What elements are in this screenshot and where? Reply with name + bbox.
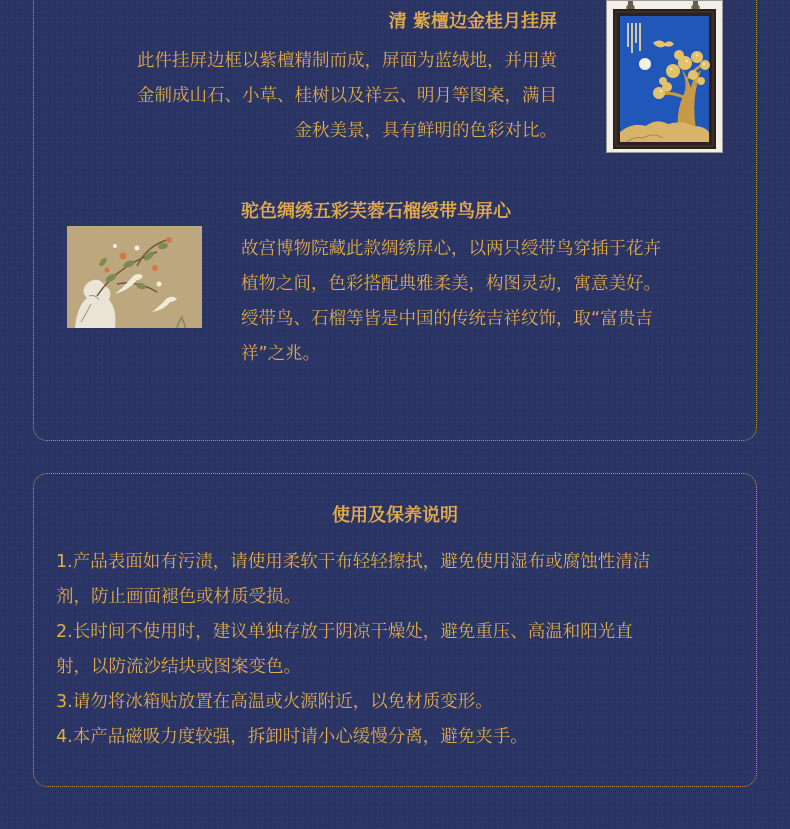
item-description-hanging-screen: [137, 44, 557, 149]
hanging-screen-illustration: [607, 1, 722, 152]
care-item-line: 4.本产品磁吸力度较强，拆卸时请小心缓慢分离，避免夹手。: [56, 727, 528, 747]
care-item-line: 3.请勿将冰箱贴放置在高温或火源附近，以免材质变形。: [56, 692, 493, 712]
item-description-embroidered-screen: [241, 232, 661, 372]
item-title-embroidered-screen: 驼色绸绣五彩芙蓉石榴绶带鸟屏心: [241, 201, 511, 222]
care-item-line: 射，以防流沙结块或图案变色。: [56, 657, 301, 677]
description-line: 此件挂屏边框以紫檀精制而成，屏面为蓝绒地，并用黄: [137, 51, 557, 71]
description-line: 祥”之兆。: [241, 344, 321, 364]
item-title-hanging-screen: 清 紫檀边金桂月挂屏: [388, 11, 557, 32]
care-instructions-list: [56, 545, 746, 755]
description-line: 金秋美景，具有鲜明的色彩对比。: [294, 121, 557, 141]
description-line: 植物之间，色彩搭配典雅柔美，构图灵动，寓意美好。: [241, 274, 661, 294]
hanging-screen-image: [606, 0, 723, 153]
care-item: [56, 545, 746, 615]
care-item-line: 剂，防止画面褪色或材质受损。: [56, 587, 301, 607]
care-item-line: 2.长时间不使用时，建议单独存放于阴凉干燥处，避免重压、高温和阳光直: [56, 622, 633, 642]
description-line: 故宫博物院藏此款绸绣屏心，以两只绶带鸟穿插于花卉: [241, 239, 661, 259]
description-line: 金制成山石、小草、桂树以及祥云、明月等图案，满目: [137, 86, 557, 106]
description-line: 绶带鸟、石榴等皆是中国的传统吉祥纹饰，取“富贵吉: [241, 309, 653, 329]
care-item-line: 1.产品表面如有污渍，请使用柔软干布轻轻擦拭，避免使用湿布或腐蚀性清洁: [56, 552, 651, 572]
care-item: [56, 685, 746, 720]
care-title: 使用及保养说明: [332, 505, 458, 526]
embroidered-screen-image: [67, 226, 202, 328]
embroidered-screen-illustration: [67, 226, 202, 328]
care-item: [56, 720, 746, 755]
care-item: [56, 615, 746, 685]
